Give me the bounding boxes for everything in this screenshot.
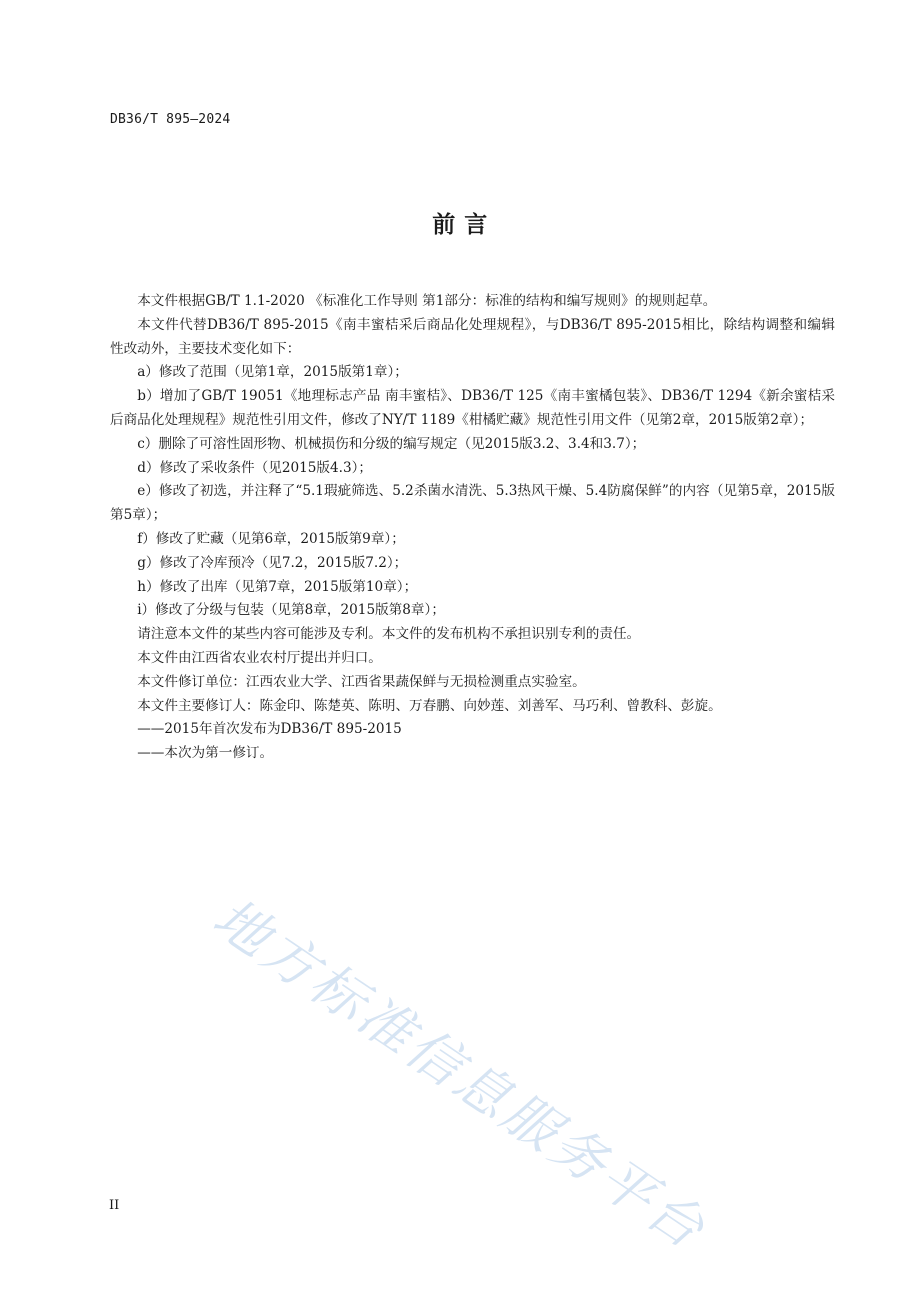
change-item-a: a）修改了范围（见第1章，2015版第1章）；: [137, 364, 408, 381]
change-item-g: g）修改了冷库预冷（见7.2，2015版7.2）；: [137, 554, 408, 571]
history-first-release: ——2015年首次发布为DB36/T 895-2015: [137, 721, 402, 738]
paragraph-revising-units: 本文件修订单位：江西农业大学、江西省果蔬保鲜与无损检测重点实验室。: [137, 673, 586, 690]
change-item-f: f）修改了贮藏（见第6章，2015版第9章）；: [137, 530, 405, 547]
change-item-b: b）增加了GB/T 19051《地理标志产品 南丰蜜桔》、DB36/T 125《南丰蜜橘包装》、DB36/T 1294《新余蜜桔采后商品化处理规程》规范性引用文件，修改了NY/T 1189《柑橘贮藏》规范性引用文件（见第2章，2015版第2章）；: [110, 388, 835, 428]
change-item-d: d）修改了采收条件（见2015版4.3）；: [137, 459, 373, 476]
change-item-h: h）修改了出库（见第7章，2015版第10章）；: [137, 578, 418, 595]
watermark: 地方标准信息服务平台: [202, 885, 719, 1263]
paragraph-drafting-rules: 本文件根据GB/T 1.1-2020 《标准化工作导则 第1部分：标准的结构和编写规则》的规则起草。: [137, 293, 717, 309]
paragraph-proposer: 本文件由江西省农业农村厅提出并归口。: [137, 649, 382, 666]
foreword-body: [110, 290, 835, 766]
paragraph-revisers: 本文件主要修订人：陈金印、陈楚英、陈明、万春鹏、向妙莲、刘善军、马巧利、曾教科、彭旋。: [137, 697, 722, 714]
page-title: 前 言: [432, 212, 488, 238]
change-item-i: i）修改了分级与包装（见第8章，2015版第8章）；: [137, 602, 445, 619]
paragraph-replaces: 本文件代替DB36/T 895-2015《南丰蜜桔采后商品化处理规程》，与DB36/T 895-2015相比，除结构调整和编辑性改动外，主要技术变化如下：: [110, 316, 835, 357]
change-item-e: e）修改了初选，并注释了“5.1瑕疵筛选、5.2杀菌水清洗、5.3热风干燥、5.4防腐保鲜”的内容（见第5章，2015版第5章）；: [110, 483, 835, 524]
change-item-c: c）删除了可溶性固形物、机械损伤和分级的编写规定（见2015版3.2、3.4和3.7）；: [137, 435, 646, 452]
paragraph-patent-notice: 请注意本文件的某些内容可能涉及专利。本文件的发布机构不承担识别专利的责任。: [137, 626, 641, 643]
page-number: II: [109, 1198, 120, 1213]
document-code: DB36/T 895—2024: [110, 112, 231, 127]
history-current-revision: ——本次为第一修订。: [137, 745, 274, 762]
